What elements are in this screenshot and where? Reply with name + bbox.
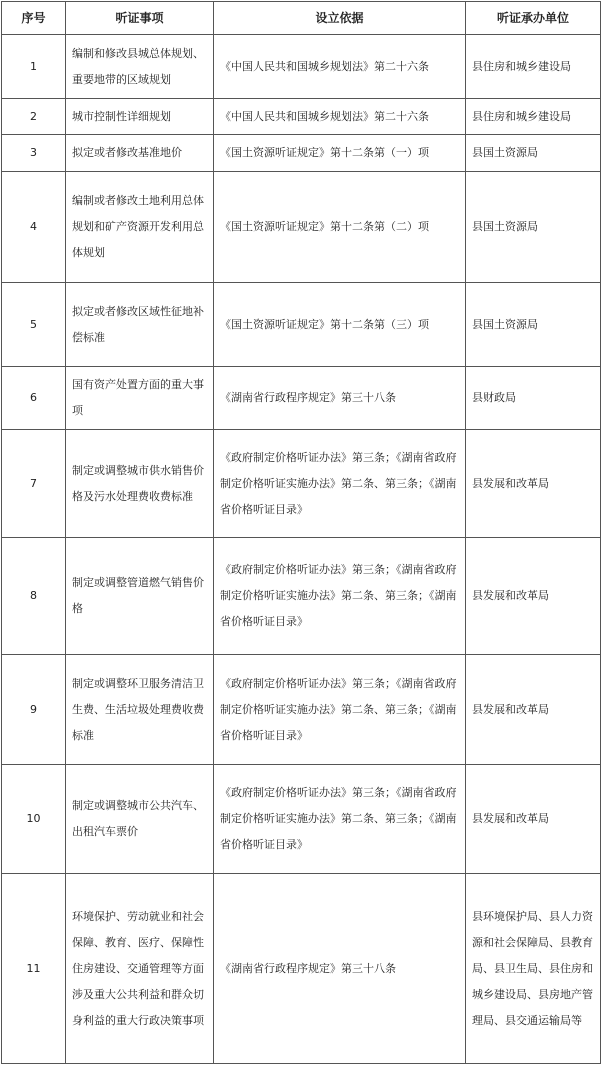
row-no: 11 [2,874,66,1064]
row-no: 10 [2,765,66,874]
table-row [2,283,601,367]
row-no: 9 [2,655,66,765]
row-no: 4 [2,172,66,283]
row-no: 7 [2,430,66,538]
row-no: 8 [2,538,66,655]
header-item: 听证事项 [66,2,214,35]
table-row [2,35,601,99]
row-item: 编制或者修改土地利用总体规划和矿产资源开发利用总体规划 [66,172,214,283]
table-row [2,538,601,655]
row-unit: 县财政局 [466,367,601,430]
header-basis: 设立依据 [214,2,466,35]
row-basis: 《中国人民共和国城乡规划法》第二十六条 [214,99,466,135]
row-item: 制定或调整管道燃气销售价格 [66,538,214,655]
row-item: 拟定或者修改基准地价 [66,135,214,172]
header-no: 序号 [2,2,66,35]
row-unit: 县国土资源局 [466,283,601,367]
row-item: 环境保护、劳动就业和社会保障、教育、医疗、保障性住房建设、交通管理等方面涉及重大公共利益和群众切身利益的重大行政决策事项 [66,874,214,1064]
row-basis: 《政府制定价格听证办法》第三条；《湖南省政府制定价格听证实施办法》第二条、第三条；《湖南省价格听证目录》 [214,430,466,538]
row-unit: 县国土资源局 [466,135,601,172]
row-basis: 《中国人民共和国城乡规划法》第二十六条 [214,35,466,99]
table-row [2,655,601,765]
table-row [2,874,601,1064]
header-unit: 听证承办单位 [466,2,601,35]
row-no: 5 [2,283,66,367]
row-item: 城市控制性详细规划 [66,99,214,135]
row-item: 制定或调整城市公共汽车、出租汽车票价 [66,765,214,874]
row-basis: 《政府制定价格听证办法》第三条；《湖南省政府制定价格听证实施办法》第二条、第三条；《湖南省价格听证目录》 [214,538,466,655]
row-unit: 县发展和改革局 [466,655,601,765]
row-item: 国有资产处置方面的重大事项 [66,367,214,430]
table-header-row [2,2,601,35]
row-item: 拟定或者修改区域性征地补偿标准 [66,283,214,367]
row-unit: 县发展和改革局 [466,538,601,655]
row-basis: 《国土资源听证规定》第十二条第（三）项 [214,283,466,367]
row-no: 3 [2,135,66,172]
row-basis: 《湖南省行政程序规定》第三十八条 [214,367,466,430]
row-unit: 县住房和城乡建设局 [466,99,601,135]
row-basis: 《政府制定价格听证办法》第三条；《湖南省政府制定价格听证实施办法》第二条、第三条；《湖南省价格听证目录》 [214,765,466,874]
row-no: 1 [2,35,66,99]
row-no: 6 [2,367,66,430]
table-row [2,135,601,172]
row-item: 制定或调整城市供水销售价格及污水处理费收费标准 [66,430,214,538]
row-basis: 《国土资源听证规定》第十二条第（一）项 [214,135,466,172]
table-row [2,99,601,135]
row-unit: 县环境保护局、县人力资源和社会保障局、县教育局、县卫生局、县住房和城乡建设局、县房地产管理局、县交通运输局等 [466,874,601,1064]
row-no: 2 [2,99,66,135]
row-basis: 《政府制定价格听证办法》第三条；《湖南省政府制定价格听证实施办法》第二条、第三条；《湖南省价格听证目录》 [214,655,466,765]
table-row [2,765,601,874]
table-row [2,172,601,283]
row-unit: 县发展和改革局 [466,430,601,538]
row-basis: 《湖南省行政程序规定》第三十八条 [214,874,466,1064]
row-unit: 县发展和改革局 [466,765,601,874]
row-unit: 县住房和城乡建设局 [466,35,601,99]
row-item: 制定或调整环卫服务清洁卫生费、生活垃圾处理费收费标准 [66,655,214,765]
table-row [2,367,601,430]
row-basis: 《国土资源听证规定》第十二条第（二）项 [214,172,466,283]
table-row [2,430,601,538]
row-item: 编制和修改县城总体规划、重要地带的区域规划 [66,35,214,99]
hearing-items-table [1,1,601,1064]
row-unit: 县国土资源局 [466,172,601,283]
